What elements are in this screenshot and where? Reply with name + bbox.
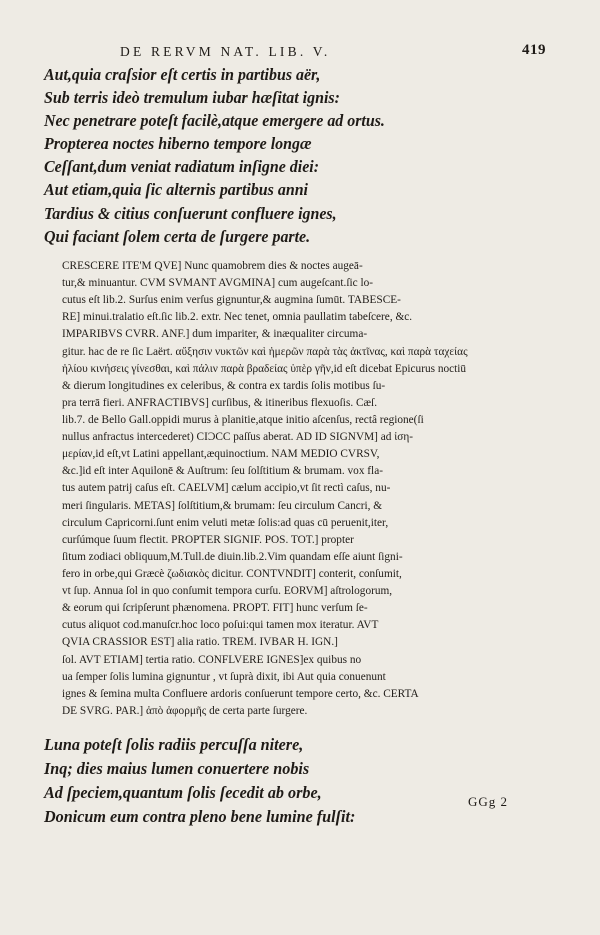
commentary-line: & dierum longitudines ex celeribus, & contra ex tardis ſolis motibus ſu- (62, 379, 386, 392)
commentary-line: μερίαν,id eſt,vt Latini appellant,æquinoctium. NAM MEDIO CVRSV, (62, 448, 380, 461)
verse-line: Nec penetrare poteſt facilè,atque emergere ad ortus. (44, 111, 385, 131)
signature-mark: GGg 2 (468, 794, 509, 809)
commentary-line: & eorum qui ſcripſerunt phænomena. PROPT. FIT] hunc verſum ſe- (62, 602, 368, 615)
commentary-line: gitur. hac de re ſic Laërt. αὔξησιν νυκτῶν καὶ ἡμερῶν παρὰ τὰς ἀκτῖνας, καὶ παρὰ ταχείας (62, 345, 468, 358)
commentary-line: ignes & ſemina multa Confluere ardoris conſuerunt tempore certo, &c. CERTA (62, 687, 419, 700)
verse-line: Propterea noctes hiberno tempore longæ (44, 134, 312, 154)
verse-line: Qui faciant ſolem certa de ſurgere parte. (44, 226, 311, 246)
commentary-line: IMPARIBVS CVRR. ANF.] dum impariter, & inæqualiter circuma- (62, 328, 368, 341)
verse-line: Ceſſant,dum veniat radiatum inſigne diei: (44, 157, 320, 177)
verse-line: Donicum eum contra pleno bene lumine fulſit: (44, 807, 356, 826)
commentary-line: curſúmque ſuum flectit. PROPTER SIGNIF. POS. TOT.] propter (62, 533, 354, 546)
commentary-line: meri ſingularis. METAS] ſolſtitium,& brumam: ſeu circulum Cancri, & (62, 499, 383, 512)
verse-line: Aut etiam,quia ſic alternis partibus anni (44, 180, 308, 200)
commentary-line: fero in orbe,qui Græcè ζωδιακὸς dicitur. CONTVNDIT] conterit, conſumit, (62, 567, 402, 580)
commentary-line: circulum Capricorni.ſunt enim veluti metæ ſolis:ad quas cū peruenit,iter, (62, 516, 389, 529)
verse-line: Tardius & citius conſuerunt confluere ignes, (44, 203, 337, 223)
commentary-line: pra terrā fieri. ANFRACTIBVS] curſibus, & itineribus flexuoſis. Cæſ. (62, 396, 378, 409)
commentary-line: cutus eſt lib.2. Surſus enim verſus gignuntur,& augmina ſumūt. TABESCE- (62, 294, 401, 307)
page-number: 419 (522, 42, 546, 58)
commentary-block (62, 258, 532, 720)
commentary-line: vt ſup. Annua ſol in quo conſumit tempora curſu. EORVM] aſtrologorum, (62, 585, 393, 598)
commentary-line: RE] minui.tralatio eſt.ſic lib.2. extr. Nec tenet, omnia paullatim tabeſcere, &c. (62, 311, 413, 324)
verse-block-bottom (44, 733, 538, 829)
verse-line: Inq; dies maius lumen conuertere nobis (44, 759, 310, 778)
commentary-line: cutus aliquot cod.manuſcr.hoc loco poſui:qui tamen mox iteratur. AVT (62, 619, 379, 632)
commentary-line: &c.]id eſt inter Aquilonē & Auſtrum: ſeu ſolſtitium & brumam. vox fla- (62, 465, 383, 478)
commentary-line: nullus anfractus intercederet) CIƆCC paſſus aberat. AD ID SIGNVM] ad ἰση- (62, 431, 414, 444)
commentary-line: tur,& minuantur. CVM SVMANT AVGMINA] cum augeſcant.ſic lo- (62, 277, 374, 290)
verse-block-top (44, 63, 538, 248)
commentary-line: lib.7. de Bello Gall.oppidi murus à planitie,atque initio aſcenſus, rectâ regione(ſi (62, 413, 424, 426)
commentary-line: ſitum zodiaci obliquum,M.Tull.de diuin.lib.2.Vim quandam eſſe aiunt ſigni- (62, 550, 403, 563)
commentary-line: ua ſemper ſolis lumina gignuntur , vt ſuprà dixit, ibi Aut quia conuenunt (62, 670, 386, 683)
verse-line: Luna poteſt ſolis radiis percuſſa nitere, (44, 735, 304, 754)
verse-line: Ad ſpeciem,quantum ſolis ſecedit ab orbe, (44, 783, 322, 802)
commentary-line: CRESCERE ITE'M QVE] Nunc quamobrem dies & noctes augeā- (62, 260, 363, 272)
running-title: DE RERVM NAT. LIB. V. (120, 44, 331, 59)
verse-line: Sub terris ideò tremulum iubar hæſitat ignis: (44, 88, 340, 108)
commentary-line: ſol. AVT ETIAM] tertia ratio. CONFLVERE IGNES]ex quibus no (62, 653, 362, 666)
page-header (120, 44, 546, 62)
commentary-line: ἡλίου κινήσεις γίνεσθαι, καὶ πάλιν παρὰ βραδείας ὑπὲρ γῆν,id eſt dicebat Epicurus noctiū (62, 362, 467, 375)
verse-line: Aut,quia craſsior eſt certis in partibus aër, (44, 65, 321, 84)
commentary-line: DE SVRG. PAR.] ἀπὸ ἀφορμῆς de certa parte ſurgere. (62, 704, 308, 717)
commentary-line: QVIA CRASSIOR EST] alia ratio. TREM. IVBAR H. IGN.] (62, 636, 338, 649)
commentary-line: tus autem patrij caſus eſt. CAELVM] cælum accipio,vt ſit rectì caſus, nu- (62, 482, 391, 495)
